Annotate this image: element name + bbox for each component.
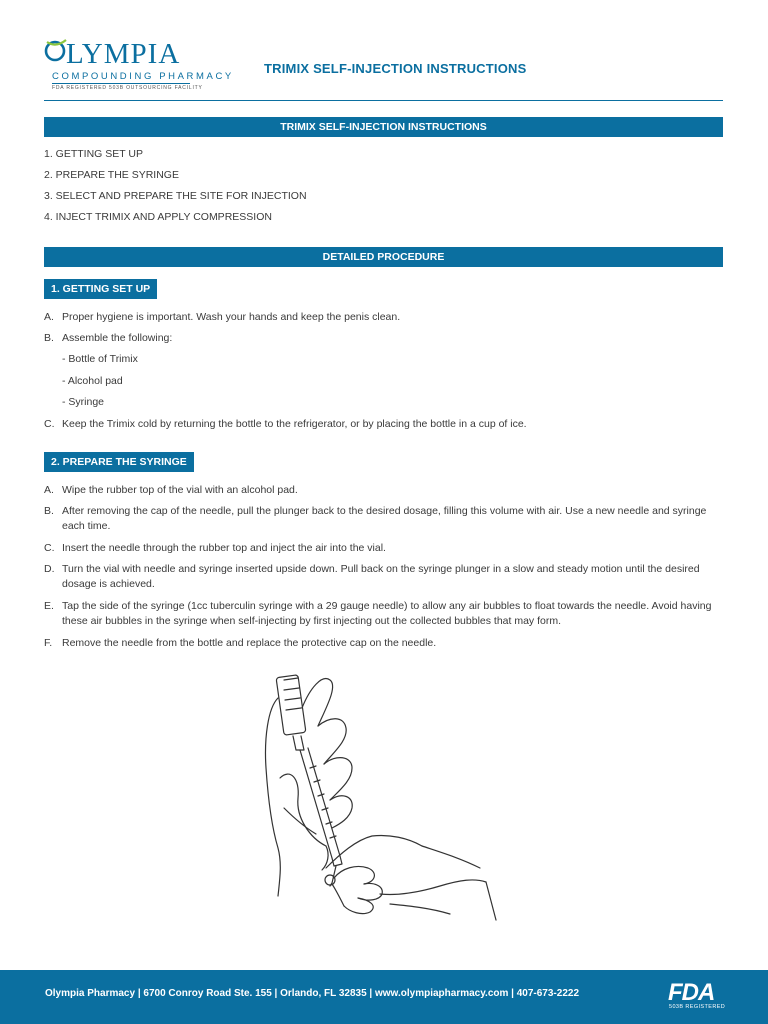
page-title: TRIMIX SELF-INJECTION INSTRUCTIONS xyxy=(264,61,527,76)
header-rule xyxy=(44,100,723,101)
item-text: Keep the Trimix cold by returning the bottle to the refrigerator, or by placing the bottle in a cup of ice. xyxy=(62,418,527,430)
item-key: B. xyxy=(44,505,54,517)
overview-step: 4. INJECT TRIMIX AND APPLY COMPRESSION xyxy=(44,211,272,223)
section-1-title: 1. GETTING SET UP xyxy=(44,279,157,299)
logo-wordmark: LYMPIA xyxy=(66,38,181,70)
page-header xyxy=(0,0,768,102)
item-text: Turn the vial with needle and syringe inserted upside down. Pull back on the syringe plunger in a slow and steady motion until the desired dosage is achieved. xyxy=(62,563,700,590)
footer-contact: Olympia Pharmacy | 6700 Conroy Road Ste. 155 | Orlando, FL 32835 | www.olympiapharmacy.com | 407-673-2222 xyxy=(45,988,580,999)
section-1-item xyxy=(44,417,724,432)
item-text: Insert the needle through the rubber top and inject the air into the vial. xyxy=(62,542,386,554)
section-2-item xyxy=(44,541,724,556)
section-2-item xyxy=(44,562,724,592)
section-2-title: 2. PREPARE THE SYRINGE xyxy=(44,452,194,472)
overview-step: 3. SELECT AND PREPARE THE SITE FOR INJECTION xyxy=(44,190,307,202)
section-2-item xyxy=(44,504,724,534)
item-key: F. xyxy=(44,637,53,649)
item-key: E. xyxy=(44,600,54,612)
item-key: A. xyxy=(44,484,54,496)
item-key: C. xyxy=(44,418,55,430)
detailed-procedure-heading: DETAILED PROCEDURE xyxy=(44,247,723,267)
section-2-item xyxy=(44,483,724,498)
overview-step: 2. PREPARE THE SYRINGE xyxy=(44,169,179,181)
item-text: Remove the needle from the bottle and replace the protective cap on the needle. xyxy=(62,637,437,649)
item-key: B. xyxy=(44,332,54,344)
page-footer xyxy=(0,970,768,1024)
olympia-o-icon xyxy=(44,38,68,62)
overview-heading: TRIMIX SELF-INJECTION INSTRUCTIONS xyxy=(44,117,723,137)
item-text: Tap the side of the syringe (1cc tuberculin syringe with a 29 gauge needle) to allow any air bubbles to float towards the needle. Avoid having these air bubbles in the syringe when self-injecting by first injecting out the collected bubbles that may form. xyxy=(62,600,712,627)
supply-item: - Alcohol pad xyxy=(62,375,123,387)
fda-badge xyxy=(668,979,724,1013)
fda-registered-label: 503B REGISTERED xyxy=(669,1004,726,1010)
section-2-item xyxy=(44,599,724,629)
section-2-item xyxy=(44,636,724,651)
logo-divider xyxy=(52,83,190,84)
item-key: C. xyxy=(44,542,55,554)
item-text: Assemble the following: xyxy=(62,332,173,344)
item-text: After removing the cap of the needle, pull the plunger back to the desired dosage, filling this volume with air. Use a new needle and syringe each time. xyxy=(62,505,707,532)
supply-item: - Bottle of Trimix xyxy=(62,353,138,365)
olympia-logo xyxy=(44,36,234,96)
supply-item: - Syringe xyxy=(62,396,105,408)
item-key: A. xyxy=(44,311,54,323)
section-1-item xyxy=(44,331,724,346)
overview-step: 1. GETTING SET UP xyxy=(44,148,143,160)
item-text: Proper hygiene is important. Wash your hands and keep the penis clean. xyxy=(62,311,401,323)
fda-logo: FDA xyxy=(668,979,715,1006)
item-text: Wipe the rubber top of the vial with an alcohol pad. xyxy=(62,484,298,496)
item-key: D. xyxy=(44,563,55,575)
syringe-hands-illustration xyxy=(260,668,510,938)
logo-tagline: COMPOUNDING PHARMACY xyxy=(52,71,234,82)
logo-subtagline: FDA REGISTERED 503B OUTSOURCING FACILITY xyxy=(52,85,203,91)
section-1-item xyxy=(44,310,724,325)
